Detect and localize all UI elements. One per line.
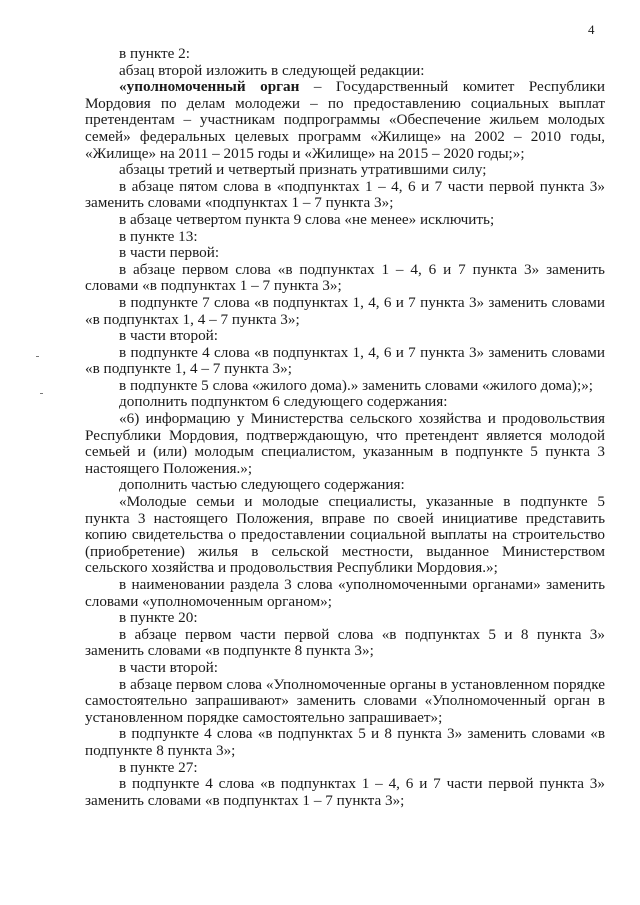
paragraph: в пункте 27: <box>119 758 198 776</box>
paragraph: абзацы третий и четвертый признать утратившими силу; <box>119 161 487 179</box>
paragraph: в абзаце четвертом пункта 9 слова «не менее» исключить; <box>119 210 495 228</box>
paragraph: в подпункте 4 слова «в подпунктах 1, 4, 6 и 7 пункта 3» заменить словами «в подпункте 1, 4 – 7 пункта 3»; <box>85 343 605 378</box>
paragraph: в абзаце первом слова «в подпунктах 1 – 4, 6 и 7 пункта 3» заменить словами «в подпунктах 1 – 7 пункта 3»; <box>85 260 605 295</box>
paragraph: в части второй: <box>119 658 219 676</box>
paragraph: в абзаце пятом слова в «подпунктах 1 – 4, 6 и 7 части первой пункта 3» заменить словами «подпунктах 1 – 7 пункта 3»; <box>85 177 605 212</box>
document-body <box>85 46 605 809</box>
paragraph: в абзаце первом слова «Уполномоченные органы в установленном порядке самостоятельно запрашивают» заменить словами «Уполномоченный орган в установленном порядке самостоятельно запрашивает»; <box>85 675 605 726</box>
paragraph: в наименовании раздела 3 слова «уполномоченными органами» заменить словами «уполномоченным органом»; <box>85 576 605 610</box>
scan-speck <box>40 393 43 394</box>
paragraph: в подпункте 7 слова «в подпунктах 1, 4, 6 и 7 пункта 3» заменить словами «в подпунктах 1, 4 – 7 пункта 3»; <box>85 293 605 328</box>
paragraph <box>85 79 605 162</box>
paragraph: в подпункте 4 слова «в подпунктах 5 и 8 пункта 3» заменить словами «в подпункте 8 пункта 3»; <box>85 725 605 759</box>
paragraph: в подпункте 5 слова «жилого дома).» заменить словами «жилого дома);»; <box>119 376 594 394</box>
paragraph: в пункте 2: <box>119 45 190 62</box>
paragraph: в пункте 20: <box>119 609 198 627</box>
paragraph: в части второй: <box>119 327 219 345</box>
paragraph: в части первой: <box>119 244 220 262</box>
paragraph: в подпункте 4 слова «в подпунктах 1 – 4, 6 и 7 части первой пункта 3» заменить словами «в подпунктах 1 – 7 пункта 3»; <box>85 775 605 809</box>
scan-speck <box>36 356 39 357</box>
paragraph: дополнить подпунктом 6 следующего содержания: <box>119 393 448 411</box>
definition-text: – Государственный комитет Республики Мордовия по делам молодежи – по предоставлению социальных выплат претендентам – участникам подпрограммы «Обеспечение жильем молодых семей» федеральных целевых программ «Жилище» на 2002 – 2010 годы, «Жилище» на 2011 – 2015 годы и «Жилище» на 2015 – 2020 годы;»; <box>85 78 605 162</box>
term-bold: «уполномоченный орган <box>119 78 300 96</box>
paragraph: дополнить частью следующего содержания: <box>119 476 405 494</box>
paragraph: абзац второй изложить в следующей редакции: <box>119 61 425 79</box>
page-number: 4 <box>588 22 595 37</box>
paragraph: «6) информацию у Министерства сельского хозяйства и продовольствия Республики Мордовия, подтверждающую, что претендент является молодой семьей и (или) молодым специалистом, указанным в подпункте 5 пункта 3 настоящего Положения.»; <box>85 410 605 477</box>
paragraph: в абзаце первом части первой слова «в подпунктах 5 и 8 пункта 3» заменить словами «в подпункте 8 пункта 3»; <box>85 625 605 660</box>
paragraph: «Молодые семьи и молодые специалисты, указанные в подпункте 5 пункта 3 настоящего Положения, вправе по своей инициативе представить копию свидетельства о предоставлении социальной выплаты на строительство (приобретение) жилья в сельской местности, выданное Министерством сельского хозяйства и продовольствия Республики Мордовия.»; <box>85 493 605 577</box>
paragraph: в пункте 13: <box>119 227 198 245</box>
